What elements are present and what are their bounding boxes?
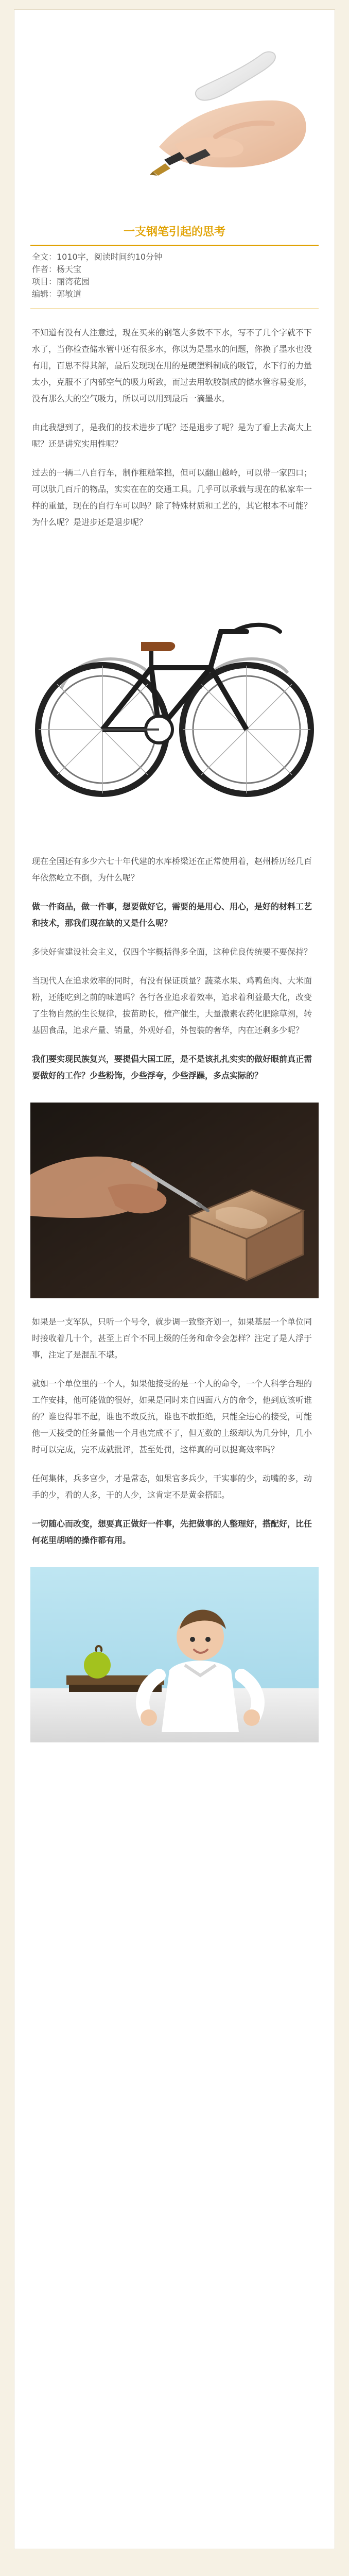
paragraph: 现在全国还有多少六七十年代建的水库桥梁还在正常使用着，赵州桥历经几百年依然屹立不倒，为什么呢？	[32, 856, 312, 883]
meta-line: 作者：杨天宝	[32, 264, 82, 274]
paragraph: 当现代人在追求效率的同时，有没有保证质量？蔬菜水果、鸡鸭鱼肉、大米面粉，还能吃到之前的味道吗？各行各业追求着效率，追求着利益最大化，改变了生物自然的生长规律，拔苗助长，催产催生，大量激素农药化肥除草剂，转基因食品，追求产量、销量，外观好看，外包装的奢华，内在还剩多少呢？	[32, 976, 312, 1035]
meta-line: 全文：1010字，阅读时间约10分钟	[32, 252, 163, 262]
paragraph: 如果是一支军队，只听一个号令，就步调一致整齐划一，如果基层一个单位同时接收着几十个，甚至上百个不同上级的任务和命令会怎样？注定了是人浮于事，注定了是混乱不堪。	[32, 1317, 312, 1360]
title-divider	[30, 245, 319, 246]
child-image	[30, 1567, 319, 1742]
article-meta	[32, 251, 317, 300]
meta-line: 项目：丽湾花园	[32, 277, 90, 286]
paragraph: 任何集体，兵多官少，才是常态，如果官多兵少，干实事的少，动嘴的多，动手的少，看的人多，干的人少，这肯定不是黄金搭配。	[32, 1473, 312, 1500]
hero-image	[30, 39, 319, 193]
meta-line: 编辑：郭敏道	[32, 289, 82, 299]
bicycle-image	[30, 549, 319, 838]
paragraph-bold: 一切随心而改变，想要真正做好一件事，先把做事的人整理好，搭配好，比任何花里胡哨的操作都有用。	[32, 1519, 312, 1545]
article-title: 一支钢笔引起的思考	[123, 226, 225, 239]
paragraph-bold: 做一件商品，做一件事，想要做好它，需要的是用心、用心，是好的材料工艺和技术，那我们现在缺的又是什么呢？	[32, 902, 312, 928]
paragraph: 不知道有没有人注意过，现在买来的钢笔大多数不下水，写不了几个字就不下水了，当你检查储水管中还有很多水，你以为是墨水的问题，你换了墨水也没有用，百思不得其解，最后发现现在用的是硬塑料制成的吸管，水下行的力量太小，克服不了内部空气的吸力所致，而过去用软胶制成的储水管容易变形，没有那么大的空气吸力，所以可以用到最后一滴墨水。	[32, 328, 312, 403]
paragraph: 就如一个单位里的一个人，如果他接受的是一个人的命令，一个人科学合理的工作安排，他可能做的很好，如果是同时来自四面八方的命令，他到底该听谁的？谁也得罪不起，谁也不敢反抗，谁也不敢拒绝，只能全违心的接受，可能他一天接受的任务量他一个月也完成不了，但无数的上级却认为几分钟，几小时可以完成，完不成就批评，甚至处罚，这样真的可以提高效率吗？	[32, 1379, 312, 1454]
seal-carving-image	[30, 1103, 319, 1298]
paragraph: 由此我想到了，是我们的技术进步了呢？还是退步了呢？是为了看上去高大上呢？还是讲究实用性呢？	[32, 422, 312, 449]
article-card	[14, 9, 335, 2549]
paragraph: 过去的一辆二八自行车，制作粗糙笨拙，但可以翻山越岭，可以带一家四口；可以驮几百斤的物品，实实在在的交通工具。几乎可以承载与现在的私家车一样的重量，现在的自行车可以吗？除了特殊材质和工艺的，其它根本不可能？为什么呢？是进步还是退步呢？	[32, 468, 312, 527]
paragraph: 多快好省建设社会主义，仅四个字概括得多全面，这种优良传统要不要保持？	[32, 947, 312, 957]
paragraph-bold: 我们要实现民族复兴，要提倡大国工匠，是不是该扎扎实实的做好眼前真正需要做好的工作？少些粉饰，少些浮夸，少些浮躁，多点实际的？	[32, 1054, 312, 1080]
